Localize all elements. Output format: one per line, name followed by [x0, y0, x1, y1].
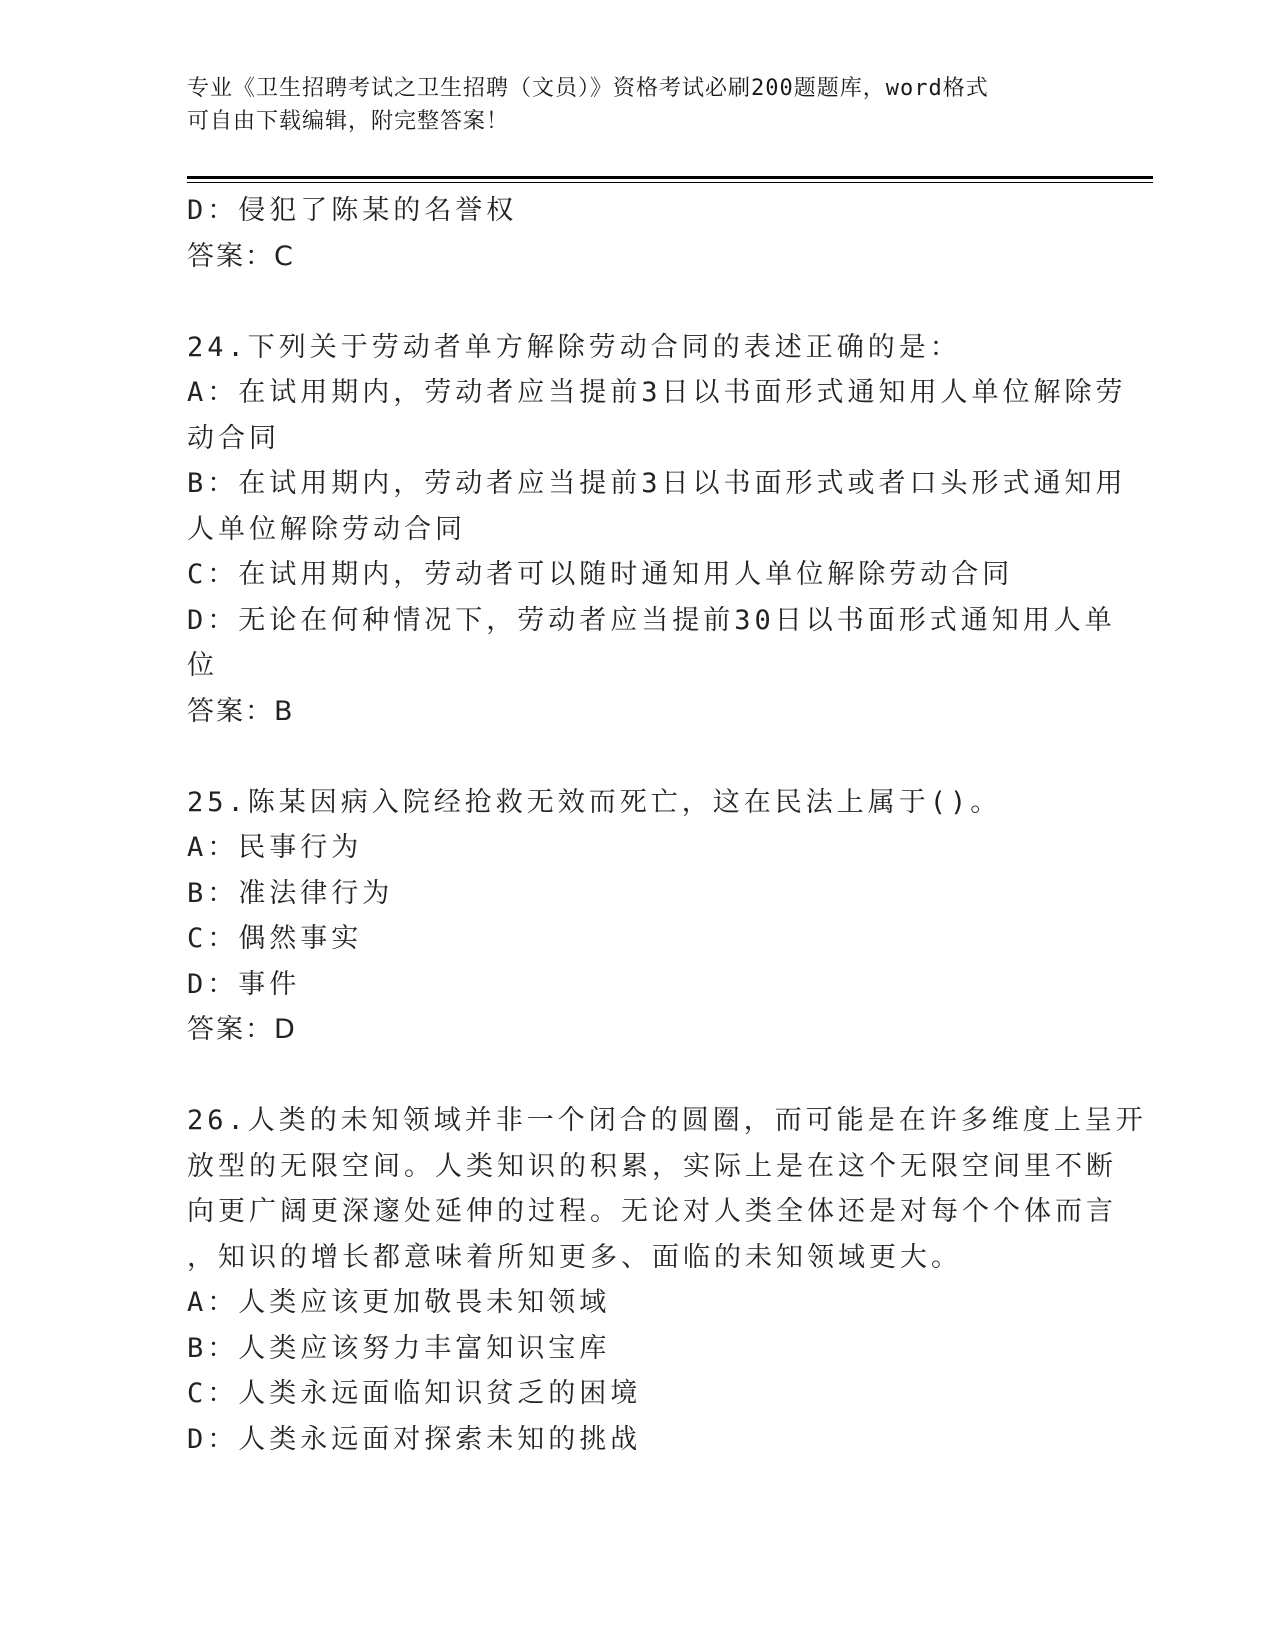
- question-spacer: [187, 734, 1087, 780]
- question-24-stem: 24.下列关于劳动者单方解除劳动合同的表述正确的是：: [187, 331, 961, 363]
- question-24-option-a-cont: 动合同: [187, 422, 280, 454]
- question-25-option-c: C：偶然事实: [187, 923, 363, 954]
- question-26-stem: 26.人类的未知领域并非一个闭合的圆圈，而可能是在许多维度上呈开: [187, 1105, 1147, 1136]
- question-24-option-d: D：无论在何种情况下，劳动者应当提前30日以书面形式通知用人单: [187, 604, 1116, 636]
- question-spacer: [187, 279, 1087, 325]
- question-24-option-d-cont: 位: [187, 650, 218, 681]
- question-26-option-c: C：人类永远面临知识贫乏的困境: [187, 1378, 642, 1409]
- question-24-option-b: B：在试用期内，劳动者应当提前3日以书面形式或者口头形式通知用: [187, 468, 1127, 499]
- question-25-answer: 答案：D: [187, 1014, 297, 1045]
- question-24-answer: 答案：B: [187, 695, 295, 727]
- question-spacer: [187, 1053, 1087, 1099]
- header-divider-thin: [187, 182, 1153, 183]
- prev-question-answer: 答案：C: [187, 240, 295, 272]
- question-24-option-b-cont: 人单位解除劳动合同: [187, 513, 466, 545]
- header-divider-thick: [187, 176, 1153, 179]
- document-header: [187, 72, 1067, 138]
- question-26-stem-cont: ，知识的增长都意味着所知更多、面临的未知领域更大。: [187, 1241, 962, 1273]
- question-25-option-d: D：事件: [187, 968, 301, 1000]
- question-26-option-d: D：人类永远面对探索未知的挑战: [187, 1423, 642, 1455]
- question-25-option-a: A：民事行为: [187, 832, 363, 863]
- question-26-stem-cont: 放型的无限空间。人类知识的积累，实际上是在这个无限空间里不断: [187, 1150, 1117, 1182]
- question-25-stem: 25.陈某因病入院经抢救无效而死亡，这在民法上属于()。: [187, 786, 1002, 818]
- question-26-option-b: B：人类应该努力丰富知识宝库: [187, 1332, 611, 1364]
- question-26-option-a: A：人类应该更加敬畏未知领域: [187, 1287, 611, 1318]
- question-24-option-a: A：在试用期内，劳动者应当提前3日以书面形式通知用人单位解除劳: [187, 377, 1127, 408]
- header-title-line-1: 专业《卫生招聘考试之卫生招聘（文员）》资格考试必刷200题题库，word格式: [187, 76, 989, 101]
- question-25-option-b: B：准法律行为: [187, 877, 394, 909]
- question-26-stem-cont: 向更广阔更深邃处延伸的过程。无论对人类全体还是对每个个体而言: [187, 1196, 1117, 1227]
- header-title-line-2: 可自由下载编辑，附完整答案！: [187, 109, 510, 134]
- prev-question-option-d: D：侵犯了陈某的名誉权: [187, 195, 518, 226]
- question-24-option-c: C：在试用期内，劳动者可以随时通知用人单位解除劳动合同: [187, 559, 1014, 590]
- question-list: [187, 188, 1147, 1462]
